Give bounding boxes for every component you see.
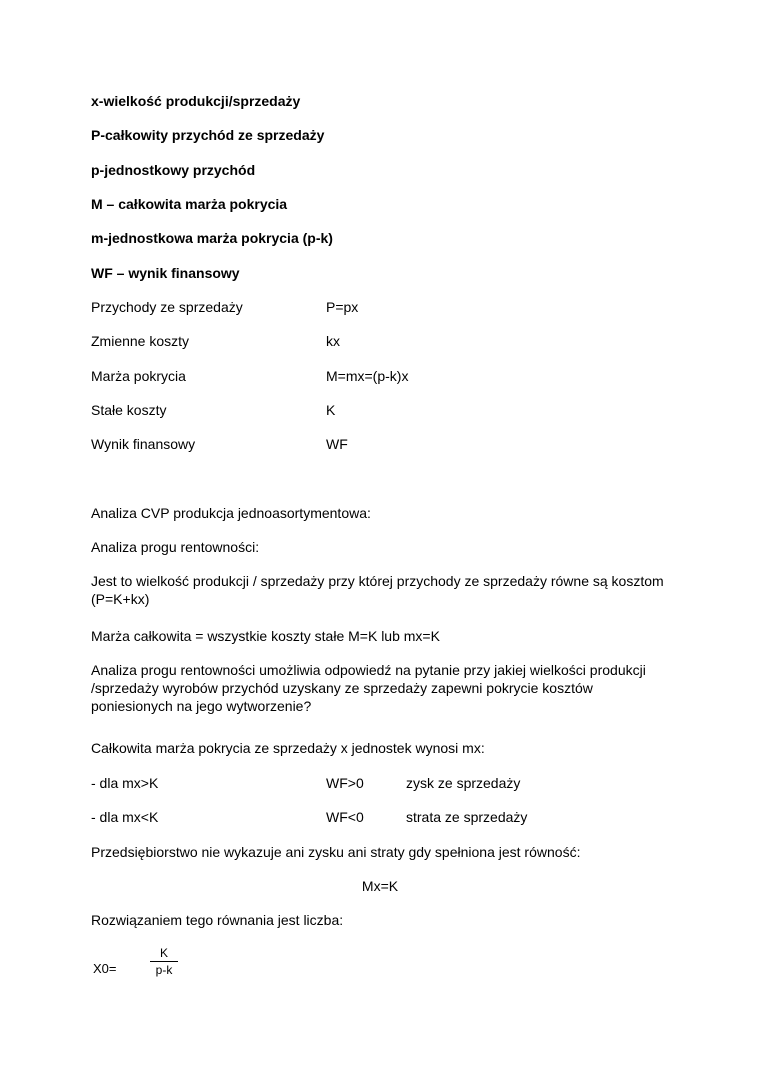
formula-numerator: K: [159, 946, 168, 960]
table-label: Wynik finansowy: [91, 436, 196, 452]
table-formula: kx: [326, 333, 340, 349]
cvp-title: Analiza CVP produkcja jednoasortymentowa:: [91, 505, 371, 521]
case-meaning: strata ze sprzedaży: [406, 809, 528, 825]
total-margin-text: Całkowita marża pokrycia ze sprzedaży x jednostek wynosi mx:: [91, 740, 485, 756]
definition-WF: WF – wynik finansowy: [91, 265, 240, 281]
definition-M: M – całkowita marża pokrycia: [91, 196, 288, 212]
margin-equation: Marża całkowita = wszystkie koszty stałe M=K lub mx=K: [91, 628, 440, 644]
definition-m: m-jednostkowa marża pokrycia (p-k): [91, 230, 333, 246]
table-formula: M=mx=(p-k)x: [326, 368, 409, 384]
case-condition: - dla mx>K: [91, 775, 159, 791]
table-formula: K: [326, 402, 336, 418]
case-result: WF<0: [326, 809, 364, 825]
definition-x: x-wielkość produkcji/sprzedaży: [91, 93, 301, 109]
table-formula: P=px: [326, 299, 359, 315]
formula-denominator: p-k: [155, 963, 173, 977]
table-label: Marża pokrycia: [91, 368, 186, 384]
no-profit-text: Przedsiębiorstwo nie wykazuje ani zysku ani straty gdy spełniona jest równość:: [91, 844, 581, 860]
breakeven-definition: Jest to wielkość produkcji / sprzedaży przy której przychody ze sprzedaży równe są kosztom (P=K+kx): [91, 573, 664, 607]
case-condition: - dla mx<K: [91, 809, 159, 825]
table-formula: WF: [326, 436, 348, 452]
formula-label: X0=: [93, 961, 117, 976]
equation: Mx=K: [361, 878, 399, 894]
fraction-bar: [150, 961, 178, 962]
table-label: Zmienne koszty: [91, 333, 190, 349]
definition-p: p-jednostkowy przychód: [91, 162, 256, 178]
definition-P: P-całkowity przychód ze sprzedaży: [91, 127, 325, 143]
solution-text: Rozwiązaniem tego równania jest liczba:: [91, 912, 344, 928]
case-meaning: zysk ze sprzedaży: [406, 775, 521, 791]
table-label: Stałe koszty: [91, 402, 167, 418]
case-result: WF>0: [326, 775, 364, 791]
breakeven-analysis: Analiza progu rentowności umożliwia odpowiedź na pytanie przy jakiej wielkości produkcji /sprzedaży wyrobów przychód uzyskany ze sprzedaży zapewni pokrycie kosztów poniesionych na jego wytworzenie?: [91, 662, 646, 714]
breakeven-title: Analiza progu rentowności:: [91, 539, 260, 555]
table-label: Przychody ze sprzedaży: [91, 299, 243, 315]
